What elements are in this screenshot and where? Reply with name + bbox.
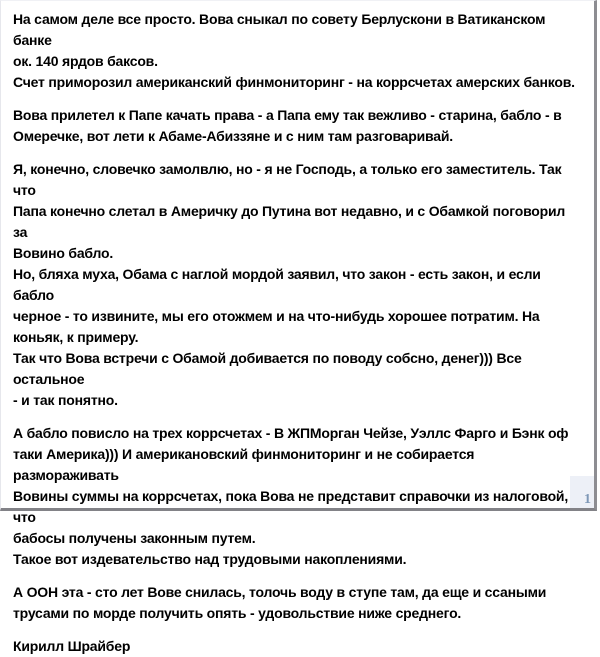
- page-number-badge: [570, 476, 594, 508]
- page-number: 1: [584, 492, 591, 507]
- paragraph-3: Я, конечно, словечко замолвлю, но - я не Господь, а только его заместитель. Так что Папа конечно слетал в Америчку до Путина вот недавно, и с Обамкой поговорил за Вовино бабло. Но, бляха муха, Обама с наглой мордой заявил, что закон - есть закон, и если бабло черное - то извините, мы его отожмем и на что-нибудь хорошее потратим. На коньяк, к примеру. Так что Вова встречи с Обамой добивается по поводу собсно, денег))) Все остальное - и так понятно.: [13, 161, 566, 408]
- paragraph-4: А бабло повисло на трех коррсчетах - В ЖПМорган Чейзе, Уэллс Фарго и Бэнк оф таки Америка))) И американовский финмониторинг и не собирается размораживать Вовины суммы на коррсчетах, пока Вова не представит справочки из налоговой, что бабосы получены законным путем. Такое вот издевательство над трудовыми накоплениями.: [13, 425, 569, 567]
- document-body: [1, 1, 594, 657]
- paragraph-1: На самом деле все просто. Вова сныкал по совету Берлускони в Ватиканском банке ок. 140 ярдов баксов. Счет приморозил американский финмониторинг - на коррсчетах амерских банков.: [13, 11, 575, 90]
- paragraph-5: А ООН эта - сто лет Вове снилась, толочь воду в ступе там, да еще и ссаными трусами по морде получить опять - удовольствие ниже среднего.: [13, 584, 547, 621]
- signature: Кирилл Шрайбер: [13, 638, 131, 654]
- paragraph-2: Вова прилетел к Папе качать права - а Папа ему так вежливо - старина, бабло - в Омеречке, вот лети к Абаме-Абиззяне и с ним там разговаривай.: [13, 107, 562, 144]
